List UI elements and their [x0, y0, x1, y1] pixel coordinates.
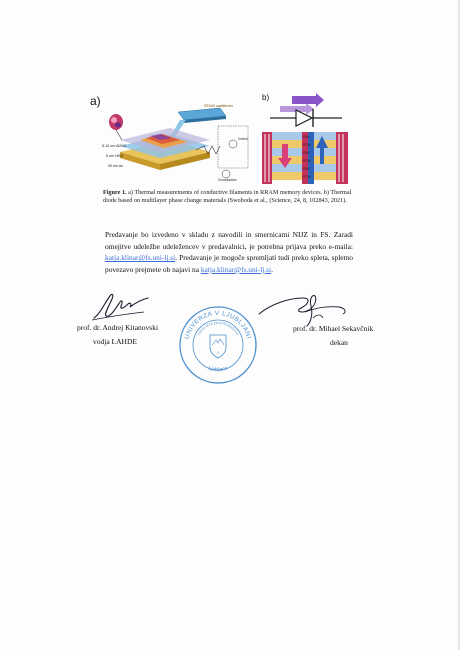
caption-bold: Figure 1. — [103, 189, 127, 196]
diode-left-stack — [262, 132, 308, 184]
svg-text:FAKULTETA ZA STROJNIŠTVO — [197, 321, 240, 336]
email-link-2[interactable]: katja.klinar@fs.uni-lj.si — [200, 264, 272, 274]
caption-text: a) Thermal measurements of conductive filaments in RRAM memory devices. b) Thermal diode based on multilayer phase change materials (Swoboda et al., (Science, 24, 8, 102843, 2021). — [103, 189, 352, 204]
layer3-label: 30 nm Au — [108, 164, 124, 168]
announcement-paragraph — [105, 229, 353, 275]
email-link-1[interactable]: katja.klinar@fs.uni-lj.si — [105, 253, 176, 263]
university-stamp — [178, 305, 258, 385]
figure-a-label: a) — [90, 94, 101, 108]
svg-text:Ljubljana — [208, 365, 229, 373]
figure-b-illustration — [262, 96, 350, 188]
pml-label-1: PML — [303, 135, 310, 139]
pcm-label-3: PCM — [303, 175, 311, 179]
left-signatory-role: vodja LAHDE — [93, 337, 137, 346]
figure-caption — [103, 189, 363, 205]
right-signatory-role: dekan — [330, 338, 348, 347]
figure-b-label: b) — [262, 93, 270, 102]
paragraph-text-2: . Predavanje je mogoče spremljati tudi preko spleta, spletno povezavo prejmete ob najavi na — [105, 253, 353, 274]
stamp-inner-text: FAKULTETA ZA STROJNIŠTVO — [196, 320, 240, 336]
layer2-label: 5 nm HfO2 — [106, 154, 124, 158]
right-signatory-name: prof. dr. Mihael Sekavčnik — [293, 324, 374, 333]
left-signature — [90, 290, 152, 324]
paragraph-text-3: . — [271, 264, 273, 274]
diode-right-stack — [308, 132, 348, 184]
pcm-label-1: PCM — [303, 143, 311, 147]
stamp-bottom-text: Ljubljana — [207, 365, 229, 374]
pml-label-3: PML — [303, 167, 310, 171]
stamp-number: 1 — [216, 350, 220, 355]
paragraph-text-1: Predavanje bo izvedeno v skladu z navodili in smernicami NIJZ in FS. Zaradi omejitve udeležbe udeležencev v predavalnici, je potrebna prijava preko e-maila: — [105, 230, 353, 251]
pml-label-2: PML — [303, 151, 310, 155]
left-signatory-name: prof. dr. Andrej Kitanovski — [77, 323, 159, 332]
stamp-outer-text: UNIVERZA V LJUBLJANI — [183, 309, 253, 340]
vsthm-label: Vsthm — [238, 137, 248, 141]
sthm-label: SThM cantilever — [204, 103, 233, 108]
layer1-label: 5-10 nm Al2O3 — [102, 144, 126, 148]
pcm-label-2: PCM — [303, 159, 311, 163]
figure-a-illustration — [100, 100, 260, 182]
vconductive-label: Vconductive — [218, 178, 237, 182]
